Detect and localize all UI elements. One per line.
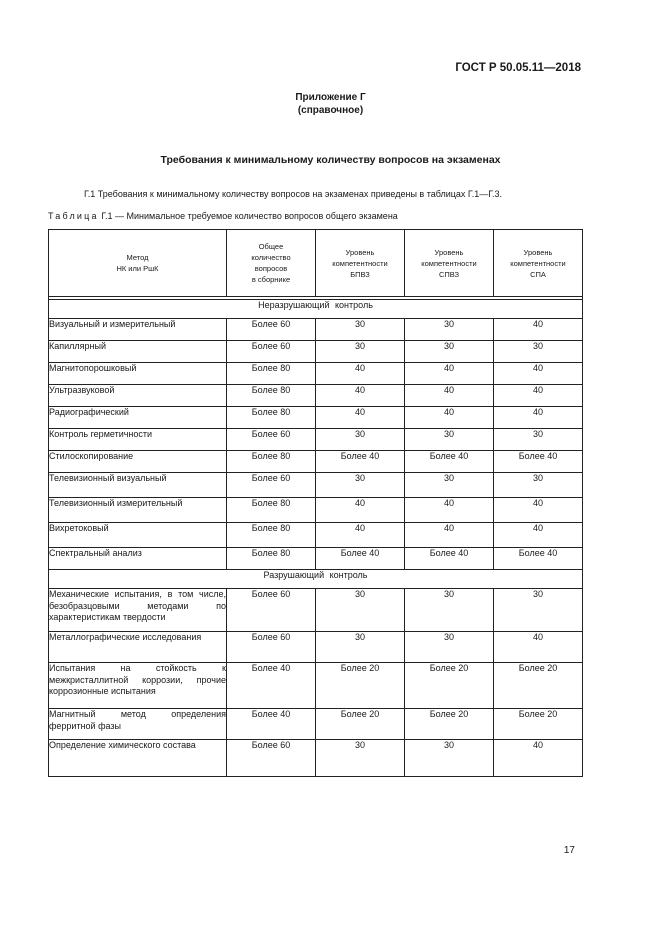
spvz-cell: Более 40 <box>405 451 494 473</box>
header-line: вопросов <box>254 264 288 273</box>
spvz-cell: 30 <box>405 341 494 363</box>
header-total <box>227 230 316 297</box>
spa-cell: 40 <box>494 319 583 341</box>
page-number: 17 <box>563 845 575 856</box>
spvz-cell: 30 <box>405 589 494 632</box>
method-cell: Телевизионный измерительный <box>49 498 227 523</box>
table-header-row <box>49 230 583 297</box>
total-cell: Более 60 <box>227 341 316 363</box>
method-cell: Спектральный анализ <box>49 548 227 570</box>
spa-cell: 40 <box>494 363 583 385</box>
header-spa <box>494 230 583 297</box>
spa-cell: Более 20 <box>494 663 583 709</box>
bpvz-cell: 40 <box>316 363 405 385</box>
group-title-text: Разрушающий контроль <box>263 570 368 580</box>
table-row <box>49 709 583 740</box>
method-cell: Визуальный и измерительный <box>49 319 227 341</box>
header-line: компетентности <box>332 258 388 268</box>
bpvz-cell: Более 20 <box>316 709 405 740</box>
spvz-cell: 30 <box>405 473 494 498</box>
spvz-cell: 40 <box>405 385 494 407</box>
table-row <box>49 740 583 777</box>
total-cell: Более 80 <box>227 548 316 570</box>
spa-cell: Более 40 <box>494 548 583 570</box>
appendix-title: Приложение Г <box>295 92 366 103</box>
spvz-cell: 30 <box>405 632 494 663</box>
spvz-cell: Более 20 <box>405 709 494 740</box>
bpvz-cell: 30 <box>316 473 405 498</box>
spa-cell: 30 <box>494 473 583 498</box>
method-cell: Металлографические исследования <box>49 632 227 663</box>
header-bpvz <box>316 230 405 297</box>
spvz-cell: 40 <box>405 523 494 548</box>
table-row <box>49 548 583 570</box>
header-line: Уровень <box>523 247 553 257</box>
bpvz-cell: 40 <box>316 385 405 407</box>
spa-cell: 40 <box>494 498 583 523</box>
bpvz-cell: 40 <box>316 407 405 429</box>
bpvz-cell: 40 <box>316 498 405 523</box>
header-line: Уровень <box>345 247 375 257</box>
bpvz-cell: 40 <box>316 523 405 548</box>
spa-cell: 40 <box>494 385 583 407</box>
header-line: компетентности <box>421 258 477 268</box>
method-cell: Стилоскопирование <box>49 451 227 473</box>
table-row <box>49 473 583 498</box>
method-cell: Определение химического состава <box>49 740 227 777</box>
table-row <box>49 523 583 548</box>
table-row <box>49 429 583 451</box>
header-line: СПА <box>530 269 546 279</box>
total-cell: Более 60 <box>227 740 316 777</box>
spvz-cell: 30 <box>405 429 494 451</box>
method-cell: Капиллярный <box>49 341 227 363</box>
bpvz-cell: Более 20 <box>316 663 405 709</box>
method-cell: Телевизионный визуальный <box>49 473 227 498</box>
total-cell: Более 40 <box>227 709 316 740</box>
spa-cell: Более 40 <box>494 451 583 473</box>
table-row <box>49 363 583 385</box>
group-row <box>49 570 583 589</box>
spvz-cell: 40 <box>405 363 494 385</box>
total-cell: Более 60 <box>227 589 316 632</box>
header-line: количество <box>251 253 291 262</box>
bpvz-cell: 30 <box>316 319 405 341</box>
spvz-cell: 40 <box>405 407 494 429</box>
method-cell: Радиографический <box>49 407 227 429</box>
header-spvz <box>405 230 494 297</box>
table-caption <box>48 211 398 221</box>
method-cell: Механические испытания, в том числе, безобразцовыми методами по характеристикам твердости <box>49 589 227 632</box>
spa-cell: 40 <box>494 407 583 429</box>
header-line: Уровень <box>434 247 464 257</box>
header-line: СПВЗ <box>438 269 460 279</box>
group-title <box>49 570 583 589</box>
appendix-heading <box>0 91 661 117</box>
total-cell: Более 80 <box>227 451 316 473</box>
appendix-subtitle: (справочное) <box>297 105 364 116</box>
bpvz-cell: 30 <box>316 632 405 663</box>
method-cell: Ультразвуковой <box>49 385 227 407</box>
spvz-cell: 40 <box>405 498 494 523</box>
spa-cell: 40 <box>494 632 583 663</box>
table-row <box>49 451 583 473</box>
group-title <box>49 300 583 319</box>
table-row <box>49 319 583 341</box>
total-cell: Более 80 <box>227 523 316 548</box>
header-line: БПВЗ <box>350 269 370 279</box>
method-cell: Контроль герметичности <box>49 429 227 451</box>
spvz-cell: Более 40 <box>405 548 494 570</box>
requirements-table <box>48 229 583 777</box>
spa-cell: 40 <box>494 523 583 548</box>
spa-cell: Более 20 <box>494 709 583 740</box>
header-line: НК или РшК <box>116 264 159 273</box>
bpvz-cell: Более 40 <box>316 548 405 570</box>
table-row <box>49 341 583 363</box>
total-cell: Более 80 <box>227 498 316 523</box>
header-method <box>49 230 227 297</box>
bpvz-cell: Более 40 <box>316 451 405 473</box>
table-row <box>49 385 583 407</box>
spa-cell: 30 <box>494 429 583 451</box>
table-row <box>49 407 583 429</box>
total-cell: Более 80 <box>227 363 316 385</box>
total-cell: Более 40 <box>227 663 316 709</box>
document-code: ГОСТ Р 50.05.11—2018 <box>455 62 581 74</box>
total-cell: Более 60 <box>227 319 316 341</box>
bpvz-cell: 30 <box>316 589 405 632</box>
header-line: Общее <box>258 242 284 251</box>
spa-cell: 40 <box>494 740 583 777</box>
spvz-cell: Более 20 <box>405 663 494 709</box>
section-title: Требования к минимальному количеству вопросов на экзаменах <box>160 154 501 166</box>
header-line: в сборнике <box>251 275 291 284</box>
spa-cell: 30 <box>494 341 583 363</box>
bpvz-cell: 30 <box>316 740 405 777</box>
total-cell: Более 80 <box>227 385 316 407</box>
table-row <box>49 498 583 523</box>
header-line: Метод <box>126 253 149 262</box>
method-cell: Магнитопорошковый <box>49 363 227 385</box>
intro-paragraph: Г.1 Требования к минимальному количеству вопросов на экзаменах приведены в таблицах Г.1—Г.3. <box>84 189 502 199</box>
header-line: компетентности <box>510 258 566 268</box>
method-cell: Вихретоковый <box>49 523 227 548</box>
total-cell: Более 60 <box>227 429 316 451</box>
total-cell: Более 60 <box>227 473 316 498</box>
table-caption-text: Г.1 — Минимальное требуемое количество вопросов общего экзамена <box>98 211 398 221</box>
spvz-cell: 30 <box>405 319 494 341</box>
group-row <box>49 300 583 319</box>
bpvz-cell: 30 <box>316 429 405 451</box>
table-row <box>49 663 583 709</box>
table-row <box>49 589 583 632</box>
method-cell: Магнитный метод определения ферритной фазы <box>49 709 227 740</box>
table-body <box>49 300 583 777</box>
group-title-text: Неразрушающий контроль <box>258 300 373 310</box>
spa-cell: 30 <box>494 589 583 632</box>
table-caption-word: Таблица <box>48 211 99 221</box>
total-cell: Более 80 <box>227 407 316 429</box>
bpvz-cell: 30 <box>316 341 405 363</box>
total-cell: Более 60 <box>227 632 316 663</box>
spvz-cell: 30 <box>405 740 494 777</box>
table-row <box>49 632 583 663</box>
method-cell: Испытания на стойкость к межкристаллитной коррозии, прочие коррозионные испытания <box>49 663 227 709</box>
